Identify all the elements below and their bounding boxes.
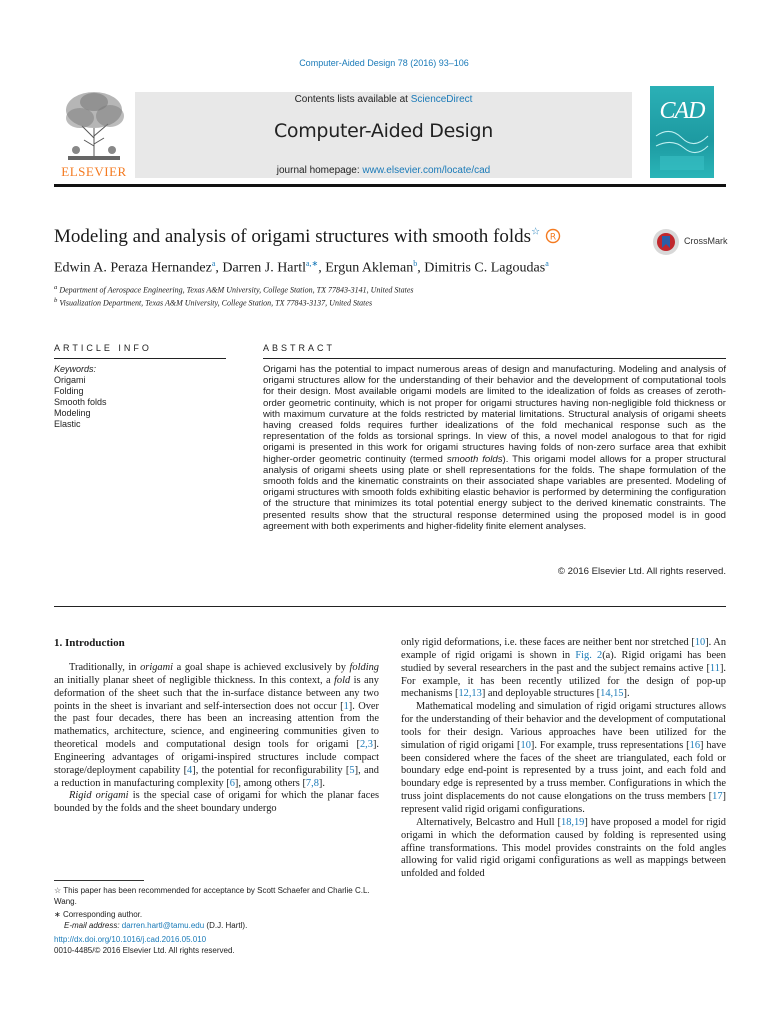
reference-link[interactable]: 18,19 xyxy=(561,816,585,828)
keyword-item: Smooth folds xyxy=(54,397,107,407)
intro-paragraph-1: Traditionally, in origami a goal shape is achieved exclusively by folding an initially planar sheet of negligible thickness. In this context, a fold is any deformation of the sheet such that the in-surface distance between any two points in the sheet is invariant and self-intersection does not occur [1]. Over the past four decades, there has been an increasing attention from the mathematics, architecture, science, and engineering communities given to theoretical models and computational design tools for origami [2,3]. Engineering advantages of origami-inspired structures include compact storage/deployment capability [4], the potential for reconfigurability [5], and a reduction in manufacturing complexity [6], among others [7,8]. xyxy=(54,662,379,789)
author-name: Darren J. Hartl xyxy=(222,260,306,276)
affiliation-a xyxy=(54,284,414,295)
abstract-copyright: © 2016 Elsevier Ltd. All rights reserved. xyxy=(557,566,726,577)
footnotes xyxy=(54,885,379,956)
reference-link[interactable]: 14,15 xyxy=(600,688,624,700)
figure-link[interactable]: Fig. 2 xyxy=(575,649,603,661)
crossmark-badge[interactable] xyxy=(652,228,752,258)
footnote-corresponding xyxy=(54,909,379,920)
author-affil-sup[interactable]: b xyxy=(413,259,418,268)
svg-text:R: R xyxy=(549,232,556,243)
journal-homepage-link[interactable]: www.elsevier.com/locate/cad xyxy=(362,165,491,176)
header-divider xyxy=(54,184,726,187)
author-list: Edwin A. Peraza Hernandez$^a$, Darren J. Hartl$^{a,∗}$, Ergun Akleman$^b$, Dimitris C. Lagoudas$^a$ xyxy=(54,259,549,276)
journal-name: Computer-Aided Design xyxy=(273,120,494,142)
email-suffix: (D.J. Hartl). xyxy=(204,921,248,930)
issn-line: 0010-4485/© 2016 Elsevier Ltd. All rights reserved. xyxy=(54,946,235,955)
journal-citation[interactable]: Computer-Aided Design 78 (2016) 93–106 xyxy=(299,58,469,68)
homepage-prefix: journal homepage: xyxy=(276,165,363,176)
reference-link[interactable]: 6 xyxy=(229,777,235,789)
star-footnote-icon: ☆ xyxy=(54,886,62,895)
keyword-item: Modeling xyxy=(54,408,91,418)
asterisk-icon: ∗ xyxy=(54,910,61,919)
footnote-star xyxy=(54,885,379,907)
affiliation-text: Visualization Department, Texas A&M University, College Station, TX 77843-3137, United States xyxy=(59,298,373,308)
footnote-text: This paper has been recommended for acceptance by Scott Schaefer and Charlie C.L. Wang. xyxy=(54,886,370,906)
author-email-link[interactable]: darren.hartl@tamu.edu xyxy=(121,921,205,930)
contents-available-line xyxy=(135,94,632,105)
author-name: Dimitris C. Lagoudas xyxy=(424,260,546,276)
reference-link[interactable]: 10 xyxy=(694,637,706,648)
elsevier-wordmark: ELSEVIER xyxy=(61,164,127,179)
author-name: Edwin A. Peraza Hernandez xyxy=(54,260,212,276)
sciencedirect-link[interactable]: ScienceDirect xyxy=(410,94,473,105)
keyword-item: Elastic xyxy=(54,419,81,429)
crossmark-icon xyxy=(652,228,680,256)
introduction-heading: 1. Introduction xyxy=(54,637,125,649)
abstract-body xyxy=(263,364,726,532)
intro-paragraph-2-cont: only rigid deformations, i.e. these faces are neither bent nor stretched [10]. An example of rigid origami is shown in Fig. 2(a). Rigid origami has been studied by several researchers in the past and the subject remains active [11]. For example, it has been recently utilized for the design of pop-up mechanisms [12,13] and deployable structures [14,15]. xyxy=(401,637,727,700)
reference-link[interactable]: 4 xyxy=(187,764,193,776)
footnote-text: Corresponding author. xyxy=(62,910,143,919)
footnote-rule xyxy=(54,880,144,881)
intro-paragraph-3: Mathematical modeling and simulation of rigid origami structures allows for the understanding of their behavior and the development of computational tools for their design. Various approaches have been utilized for the simulation of rigid origami [10]. For example, truss representations [16] have been considered where the faces of the sheet are triangulated, each fold or boundary edge end-point is represented by a truss joint, and each fold and boundary edge is represented by a truss member. Configurations in which the truss joint displacements do not cause elongations on the truss members [17] represent valid rigid origami configurations. xyxy=(401,701,726,815)
orcid-badge-icon[interactable] xyxy=(545,228,561,244)
contents-prefix: Contents lists available at xyxy=(294,94,411,105)
author-affil-sup[interactable]: a xyxy=(211,259,216,268)
author-affil-sup[interactable]: a,∗ xyxy=(305,259,319,268)
keyword-item: Folding xyxy=(54,386,84,396)
footnote-email xyxy=(54,920,379,931)
reference-link[interactable]: 10 xyxy=(520,739,531,751)
intro-paragraph-2: Rigid origami is the special case of origami for which the planar faces bounded by the folds and the sheet boundary undergo xyxy=(54,790,379,815)
email-label: E-mail address: xyxy=(64,921,122,930)
reference-link[interactable]: 1 xyxy=(343,700,349,712)
author-name: Ergun Akleman xyxy=(325,260,414,276)
reference-link[interactable]: 2,3 xyxy=(359,739,373,751)
journal-cover-thumbnail[interactable] xyxy=(650,86,714,178)
left-column xyxy=(54,662,379,816)
abstract-bottom-rule xyxy=(54,606,726,607)
abstract-text-part: ). This origami model allows for a proper structural analysis of origami sheets using plate or shell representations for the folds. The shape formulation of the smooth folds and the kinematic constraints on their associated shape variables are presented. Modeling of origami structures with smooth folds exhibiting elastic behavior is performed by determining the configuration of the structure that minimizes its total potential energy subject to the derived kinematic constraints. The presented results show that the structural response determined using the proposed model is in good agreement with both experiments and higher-fidelity finite element analyses. xyxy=(263,453,726,532)
abstract-emphasis: smooth folds xyxy=(446,453,503,465)
reference-link[interactable]: 16 xyxy=(689,739,701,751)
affiliation-sup: a xyxy=(54,284,58,291)
author-affil-sup[interactable]: a xyxy=(545,259,549,268)
abstract-text-part: Origami has the potential to impact numerous areas of design and manufacturing. Modeling and analysis of origami structures allow for the understanding of their behavior and the development of computational tools for their design. Most available origami models are limited to the idealization of folds as creases of zeroth-order geometric continuity, which is not proper for origami structures having non-negligible fold thickness or with maximum curvature at the folds restricted by material limitations. Structural analysis of origami sheets having creased folds requires further idealizations of the fold mechanical response such as the representation of the folds as torsional springs. In view of this, a novel model analogous to that for rigid origami is presented in this work for origami structures having folds of non-zero surface area that exhibit higher-order geometric continuity (termed xyxy=(263,364,726,465)
crossmark-label: CrossMark xyxy=(684,236,728,246)
affiliation-b xyxy=(54,297,372,308)
keywords-block xyxy=(54,364,224,430)
doi-link[interactable]: http://dx.doi.org/10.1016/j.cad.2016.05.010 xyxy=(54,935,207,944)
article-info-heading: ARTICLE INFO xyxy=(54,343,152,353)
reference-link[interactable]: 11 xyxy=(709,662,720,674)
abstract-rule xyxy=(263,358,726,359)
paper-title-text: Modeling and analysis of origami structures with smooth folds xyxy=(54,226,532,247)
paper-title xyxy=(54,226,561,248)
title-footnote-star-icon[interactable]: ☆ xyxy=(531,226,541,238)
affiliation-sup: b xyxy=(54,297,58,304)
cover-title: CAD xyxy=(659,98,705,124)
reference-link[interactable]: 7,8 xyxy=(305,777,319,789)
intro-paragraph-4: Alternatively, Belcastro and Hull [18,19] have proposed a model for rigid origami in which the deformation caused by folding is represented using affine transformations. This model provides constraints on the fold angles allowing for valid rigid origami configurations as well as mappings between unfolded and folded xyxy=(401,816,726,880)
reference-link[interactable]: 17 xyxy=(712,791,723,803)
keywords-label: Keywords: xyxy=(54,364,97,374)
reference-link[interactable]: 12,13 xyxy=(458,688,482,700)
right-column xyxy=(401,637,726,881)
reference-link[interactable]: 5 xyxy=(349,764,355,776)
journal-homepage-line xyxy=(135,165,632,176)
affiliation-text: Department of Aerospace Engineering, Texas A&M University, College Station, TX 77843-3141, United States xyxy=(59,285,414,295)
article-info-rule xyxy=(54,358,226,359)
abstract-heading: ABSTRACT xyxy=(263,343,336,353)
keyword-item: Origami xyxy=(54,375,86,385)
